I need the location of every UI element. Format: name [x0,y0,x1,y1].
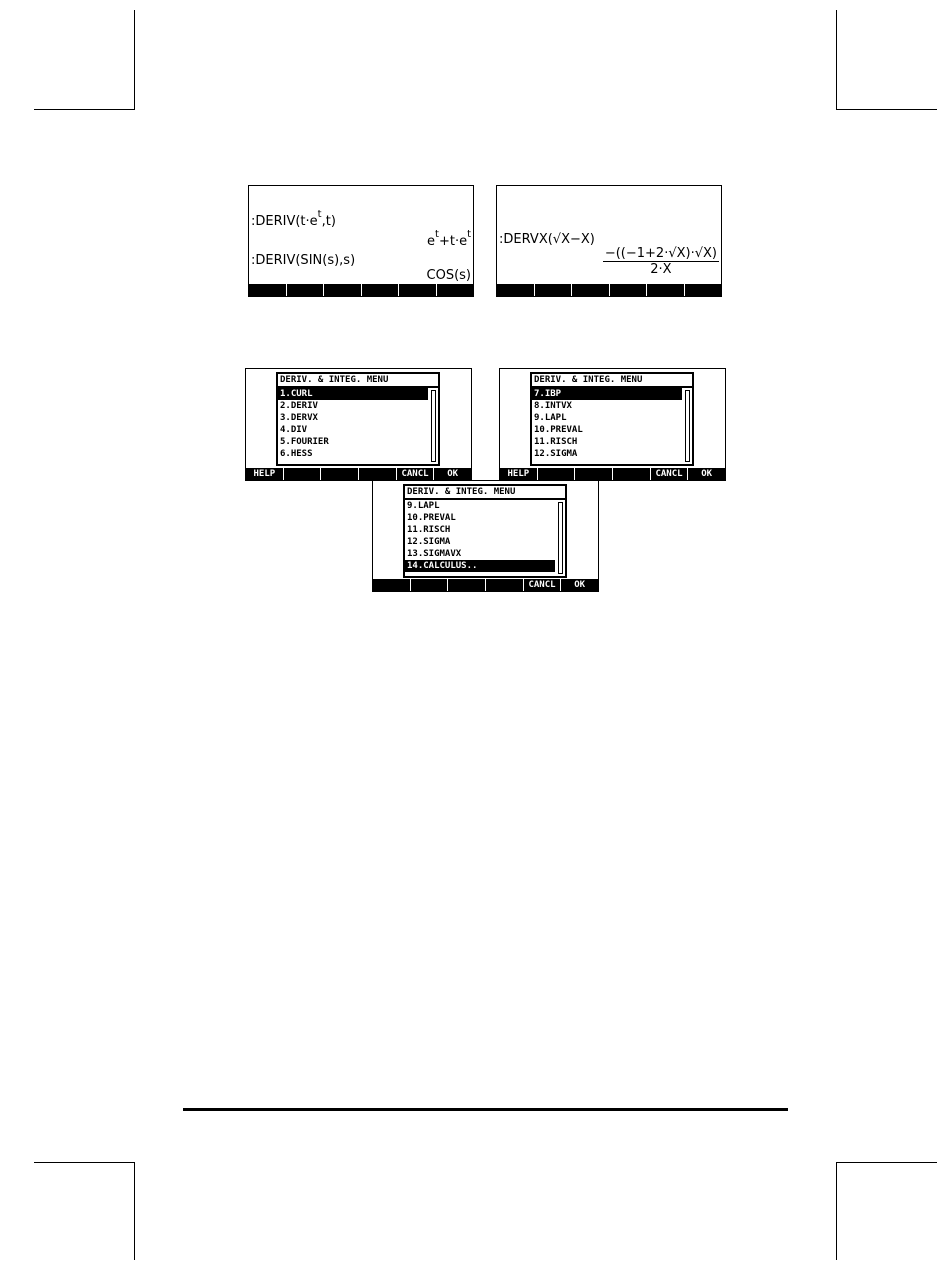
softkey-help[interactable]: HELP [246,468,284,480]
stack-command: :DERVX(√X−X) [499,232,595,247]
menu-item[interactable]: 9.LAPL [534,413,567,423]
softkey-bar [500,468,725,480]
softkey-3[interactable] [448,579,486,591]
scrollbar[interactable] [558,502,563,574]
menu-item[interactable]: 5.FOURIER [280,437,329,447]
scrollbar[interactable] [685,390,690,462]
menu-item[interactable]: 14.CALCULUS.. [405,560,555,572]
softkey-bar [373,579,598,591]
softkey-3[interactable] [575,468,613,480]
stack-line-2-command: :DERIV(SIN(s),s) [251,253,356,268]
menu-item[interactable]: 8.INTVX [534,401,572,411]
crop-mark-top-left-v [134,10,135,110]
menu-item[interactable]: 4.DIV [280,425,308,435]
softkey-3[interactable] [324,284,362,296]
softkey-1[interactable] [373,579,411,591]
calculator-screen-menu-b [499,368,726,481]
softkey-cancel[interactable]: CANCL [651,468,689,480]
choose-box [530,372,694,466]
softkey-ok[interactable]: OK [447,469,459,479]
scrollbar[interactable] [431,390,436,462]
stack-result-fraction [603,246,719,277]
menu-item[interactable]: 6.HESS [280,449,313,459]
menu-item[interactable]: 7.IBP [532,388,682,400]
menu-item[interactable]: 12.SIGMA [534,449,578,459]
softkey-help[interactable]: HELP [500,468,538,480]
calculator-screen-menu-a [245,368,472,481]
menu-title: DERIV. & INTEG. MENU [405,486,565,500]
softkey-ok[interactable]: OK [701,469,713,479]
crop-mark-top-right-h [836,109,937,110]
menu-item[interactable]: 9.LAPL [407,501,440,511]
fraction-denominator: 2·X [650,262,672,277]
softkey-2[interactable] [411,579,449,591]
menu-title: DERIV. & INTEG. MENU [278,374,438,388]
softkey-3[interactable] [321,468,359,480]
menu-title: DERIV. & INTEG. MENU [532,374,692,388]
crop-mark-top-left-h [34,109,135,110]
softkey-2[interactable] [538,468,576,480]
softkey-4[interactable] [486,579,524,591]
choose-box [276,372,440,466]
menu-item[interactable]: 10.PREVAL [407,513,456,523]
softkey-2[interactable] [535,284,573,296]
softkey-4[interactable] [613,468,651,480]
menu-item[interactable]: 11.RISCH [407,525,451,535]
softkey-2[interactable] [287,284,325,296]
fraction-numerator: −((−1+2·√X)·√X) [604,246,717,261]
menu-item[interactable]: 1.CURL [278,388,428,400]
softkey-6[interactable] [437,284,474,296]
choose-box [403,484,567,578]
crop-mark-bottom-right-h [836,1162,937,1163]
softkey-4[interactable] [362,284,400,296]
calculator-screen-deriv [248,185,474,297]
softkey-cancel[interactable]: CANCL [397,468,435,480]
softkey-6[interactable] [685,284,722,296]
menu-item[interactable]: 3.DERVX [280,413,318,423]
softkey-cancel[interactable]: CANCL [524,579,562,591]
softkey-5[interactable] [399,284,437,296]
stack-line-2-result: COS(s) [426,268,471,283]
calculator-screen-dervx [496,185,722,297]
softkey-5[interactable] [647,284,685,296]
softkey-4[interactable] [610,284,648,296]
menu-item[interactable]: 13.SIGMAVX [407,549,462,559]
crop-mark-bottom-right-v [836,1162,837,1260]
menu-item[interactable]: 2.DERIV [280,401,318,411]
softkey-bar [497,284,721,296]
softkey-3[interactable] [572,284,610,296]
footer-rule [183,1108,788,1111]
menu-item[interactable]: 11.RISCH [534,437,578,447]
softkey-1[interactable] [497,284,535,296]
softkey-bar [246,468,471,480]
stack-line-1-command: $:DERIV(t\cdot e^t,t)$ [251,209,336,229]
softkey-1[interactable] [249,284,287,296]
softkey-bar [249,284,473,296]
crop-mark-bottom-left-v [134,1162,135,1260]
softkey-4[interactable] [359,468,397,480]
menu-item[interactable]: 10.PREVAL [534,425,583,435]
menu-item[interactable]: 12.SIGMA [407,537,451,547]
stack-line-1-result: $e^t+t\cdot e^t$ [427,229,471,249]
fraction [603,246,719,277]
crop-mark-top-right-v [836,10,837,110]
softkey-2[interactable] [284,468,322,480]
calculator-screen-menu-c [372,480,599,592]
softkey-ok[interactable]: OK [574,580,586,590]
crop-mark-bottom-left-h [34,1162,135,1163]
